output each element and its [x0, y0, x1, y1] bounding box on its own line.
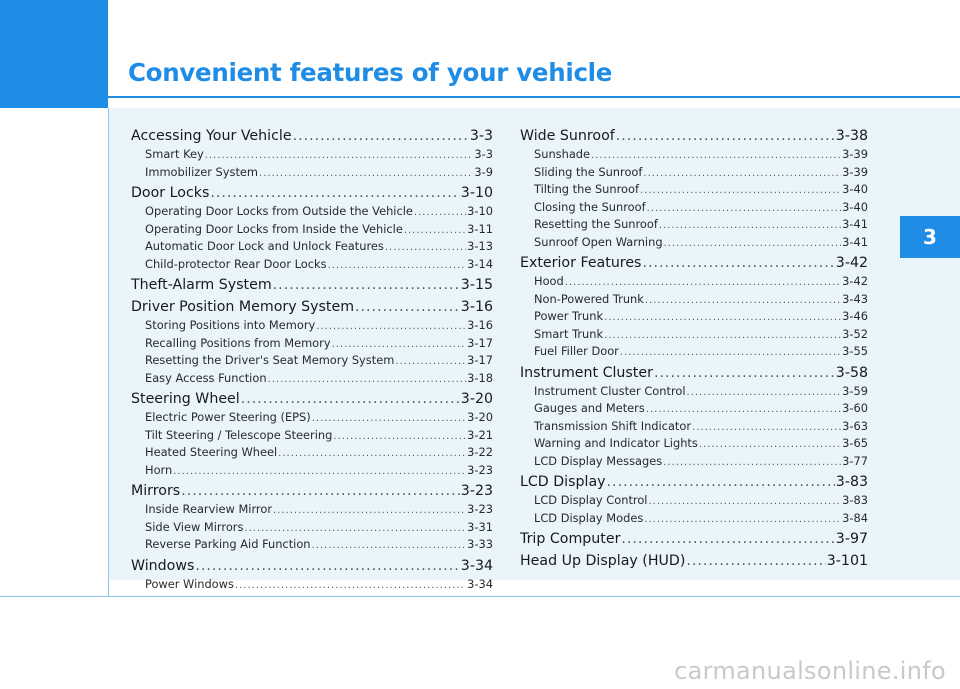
toc-section-entry[interactable]	[131, 126, 493, 146]
toc-page-number: 3-10	[467, 204, 493, 218]
corner-color-block	[0, 0, 108, 108]
toc-leader-dots	[259, 165, 473, 183]
toc-leader-dots	[268, 371, 467, 389]
toc-page-number: 3-39	[842, 164, 868, 179]
toc-subsection-entry[interactable]	[131, 146, 493, 164]
toc-section-entry[interactable]	[520, 126, 868, 146]
toc-subsection-entry[interactable]	[131, 221, 493, 239]
toc-page-number: 3-97	[835, 531, 868, 547]
toc-leader-dots	[604, 309, 841, 327]
toc-leader-dots	[620, 344, 841, 362]
toc-subsection-entry[interactable]	[131, 427, 493, 445]
toc-entry-label: Instrument Cluster	[520, 364, 653, 381]
toc-leader-dots	[312, 410, 466, 428]
toc-leader-dots	[645, 292, 841, 310]
toc-leader-dots	[663, 454, 841, 472]
toc-subsection-entry[interactable]	[131, 519, 493, 537]
toc-page-number: 3-55	[842, 344, 868, 358]
toc-subsection-entry[interactable]	[520, 181, 868, 199]
toc-subsection-entry[interactable]	[131, 576, 493, 594]
toc-section-entry[interactable]	[131, 183, 493, 203]
title-rule	[108, 96, 960, 98]
toc-entry-label: Transmission Shift Indicator	[534, 418, 692, 433]
toc-page-number: 3-3	[474, 147, 493, 161]
toc-entry-label: Horn	[145, 462, 173, 477]
toc-subsection-entry[interactable]	[520, 273, 868, 291]
horizontal-divider	[0, 596, 960, 597]
toc-section-entry[interactable]	[520, 472, 868, 492]
toc-page-number: 3-59	[842, 383, 868, 398]
toc-section-entry[interactable]	[520, 253, 868, 273]
toc-section-entry[interactable]	[520, 529, 868, 549]
toc-left-column	[131, 124, 493, 593]
toc-entry-label: LCD Display Control	[534, 493, 648, 507]
toc-entry-label: Storing Positions into Memory	[145, 318, 316, 332]
toc-page-number: 3-17	[467, 353, 493, 367]
toc-subsection-entry[interactable]	[131, 462, 493, 480]
toc-leader-dots	[355, 297, 460, 317]
toc-entry-label: Resetting the Driver's Seat Memory System	[145, 353, 395, 367]
toc-subsection-entry[interactable]	[131, 409, 493, 427]
toc-entry-label: Immobilizer System	[145, 164, 259, 179]
toc-page-number: 3-10	[460, 185, 493, 201]
toc-page-number: 3-63	[842, 418, 868, 433]
toc-entry-label: Recalling Positions from Memory	[145, 335, 331, 350]
toc-page-number: 3-83	[835, 474, 868, 490]
chapter-tab[interactable]: 3	[900, 216, 960, 258]
toc-page-number: 3-23	[460, 483, 493, 499]
toc-entry-label: Driver Position Memory System	[131, 299, 355, 315]
toc-entry-label: Head Up Display (HUD)	[520, 553, 686, 569]
toc-subsection-entry[interactable]	[520, 234, 868, 252]
toc-entry-label: LCD Display	[520, 474, 606, 490]
toc-subsection-entry[interactable]	[520, 199, 868, 217]
toc-leader-dots	[395, 353, 466, 371]
toc-leader-dots	[293, 126, 469, 146]
toc-subsection-entry[interactable]	[131, 256, 493, 274]
toc-right-column	[520, 124, 868, 571]
toc-leader-dots	[332, 336, 467, 354]
title-band	[108, 0, 960, 108]
toc-leader-dots	[273, 275, 460, 295]
toc-leader-dots	[640, 182, 841, 200]
toc-entry-label: Operating Door Locks from Outside the Vehicle	[145, 204, 413, 218]
toc-section-entry[interactable]	[520, 363, 868, 383]
toc-entry-label: Sunroof Open Warning	[534, 234, 663, 249]
toc-entry-label: Steering Wheel	[131, 391, 240, 407]
toc-leader-dots	[647, 200, 842, 218]
toc-page-number: 3-65	[842, 436, 868, 450]
toc-page-number: 3-23	[467, 462, 493, 477]
toc-entry-label: Instrument Cluster Control	[534, 383, 686, 398]
toc-entry-label: Easy Access Function	[145, 370, 267, 385]
toc-page-number: 3-39	[842, 147, 868, 161]
watermark: carmanualsonline.info	[674, 657, 946, 685]
toc-subsection-entry[interactable]	[520, 453, 868, 471]
vertical-divider	[108, 108, 109, 596]
toc-page-number: 3-52	[842, 326, 868, 341]
toc-leader-dots	[686, 551, 825, 571]
toc-section-entry[interactable]	[131, 481, 493, 501]
toc-page-number: 3-20	[460, 391, 493, 407]
toc-leader-dots	[316, 318, 466, 336]
toc-leader-dots	[195, 556, 459, 576]
toc-leader-dots	[404, 222, 466, 240]
toc-entry-label: Side View Mirrors	[145, 519, 244, 534]
toc-page-number: 3-20	[467, 410, 493, 424]
toc-subsection-entry[interactable]	[520, 492, 868, 510]
toc-entry-label: LCD Display Messages	[534, 453, 663, 468]
toc-page-number: 3-11	[467, 221, 493, 236]
toc-subsection-entry[interactable]	[131, 444, 493, 462]
toc-leader-dots	[664, 235, 842, 253]
toc-page-number: 3-58	[835, 364, 868, 381]
toc-entry-label: Theft-Alarm System	[131, 277, 272, 293]
toc-page-number: 3-83	[842, 493, 868, 507]
toc-subsection-entry[interactable]	[520, 510, 868, 528]
toc-section-entry[interactable]	[520, 551, 868, 571]
toc-leader-dots	[621, 529, 834, 549]
toc-entry-label: Non-Powered Trunk	[534, 291, 644, 306]
toc-leader-dots	[235, 577, 466, 595]
toc-leader-dots	[699, 436, 841, 454]
toc-subsection-entry[interactable]	[131, 536, 493, 554]
toc-leader-dots	[385, 239, 466, 257]
toc-entry-label: Closing the Sunroof	[534, 199, 646, 214]
toc-page-number: 3-3	[469, 128, 493, 144]
toc-subsection-entry[interactable]	[520, 435, 868, 453]
toc-page-number: 3-77	[842, 453, 868, 468]
toc-leader-dots	[181, 481, 460, 501]
toc-leader-dots	[244, 520, 466, 538]
toc-section-entry[interactable]	[131, 556, 493, 576]
toc-page-number: 3-33	[467, 537, 493, 551]
toc-entry-label: Child-protector Rear Door Locks	[145, 256, 327, 271]
toc-section-entry[interactable]	[131, 297, 493, 317]
toc-subsection-entry[interactable]	[520, 308, 868, 326]
toc-entry-label: Smart Key	[145, 147, 204, 161]
toc-subsection-entry[interactable]	[520, 326, 868, 344]
toc-leader-dots	[616, 126, 835, 146]
toc-page-number: 3-41	[842, 234, 868, 249]
toc-leader-dots	[312, 537, 467, 555]
toc-subsection-entry[interactable]	[520, 383, 868, 401]
toc-entry-label: Power Windows	[145, 576, 234, 591]
toc-section-entry[interactable]	[131, 275, 493, 295]
toc-leader-dots	[654, 363, 835, 383]
toc-page-number: 3-16	[467, 318, 493, 332]
toc-subsection-entry[interactable]	[131, 335, 493, 353]
toc-leader-dots	[565, 274, 841, 292]
toc-page-number: 3-17	[467, 335, 493, 350]
page-title: Convenient features of your vehicle	[128, 58, 613, 87]
toc-leader-dots	[644, 511, 841, 529]
toc-entry-label: Inside Rearview Mirror	[145, 502, 273, 516]
toc-entry-label: Electric Power Steering (EPS)	[145, 410, 311, 424]
toc-entry-label: Operating Door Locks from Inside the Vehicle	[145, 221, 403, 236]
toc-page-number: 3-38	[835, 128, 868, 144]
toc-page-number: 3-101	[826, 553, 868, 569]
toc-leader-dots	[278, 445, 466, 463]
toc-page-number: 3-18	[467, 370, 493, 385]
toc-entry-label: Accessing Your Vehicle	[131, 128, 292, 144]
toc-entry-label: Mirrors	[131, 483, 181, 499]
toc-leader-dots	[659, 217, 841, 235]
toc-page-number: 3-15	[460, 277, 493, 293]
toc-leader-dots	[692, 419, 841, 437]
toc-entry-label: Reverse Parking Aid Function	[145, 537, 311, 551]
toc-entry-label: Tilt Steering / Telescope Steering	[145, 427, 333, 442]
toc-leader-dots	[643, 165, 841, 183]
toc-leader-dots	[210, 183, 459, 203]
toc-leader-dots	[328, 257, 467, 275]
toc-page-number: 3-14	[467, 256, 493, 271]
toc-page-number: 3-31	[467, 519, 493, 534]
toc-subsection-entry[interactable]	[520, 418, 868, 436]
toc-page-number: 3-34	[467, 576, 493, 591]
toc-subsection-entry[interactable]	[520, 164, 868, 182]
toc-entry-label: Wide Sunroof	[520, 128, 615, 144]
toc-entry-label: Smart Trunk	[534, 326, 604, 341]
toc-subsection-entry[interactable]	[520, 291, 868, 309]
toc-page-number: 3-41	[842, 217, 868, 231]
toc-page-number: 3-13	[467, 239, 493, 253]
toc-entry-label: Automatic Door Lock and Unlock Features	[145, 239, 384, 253]
toc-entry-label: Fuel Filler Door	[534, 344, 619, 358]
toc-leader-dots	[607, 472, 835, 492]
toc-page-number: 3-43	[842, 291, 868, 306]
toc-subsection-entry[interactable]	[131, 164, 493, 182]
toc-page-number: 3-40	[842, 182, 868, 196]
toc-entry-label: Trip Computer	[520, 531, 621, 547]
toc-leader-dots	[273, 502, 466, 520]
toc-subsection-entry[interactable]	[131, 501, 493, 519]
toc-page-number: 3-84	[842, 510, 868, 525]
toc-page-number: 3-34	[460, 557, 493, 574]
toc-leader-dots	[604, 327, 841, 345]
toc-entry-label: Power Trunk	[534, 309, 604, 323]
toc-entry-label: Tilting the Sunroof	[534, 182, 640, 196]
toc-entry-label: Hood	[534, 274, 564, 288]
left-margin-strip	[0, 108, 108, 580]
toc-section-entry[interactable]	[131, 389, 493, 409]
toc-page-number: 3-46	[842, 309, 868, 323]
toc-subsection-entry[interactable]	[131, 370, 493, 388]
toc-leader-dots	[333, 428, 466, 446]
toc-page-number: 3-9	[474, 164, 493, 179]
toc-entry-label: LCD Display Modes	[534, 510, 644, 525]
toc-leader-dots	[642, 253, 834, 273]
toc-subsection-entry[interactable]	[520, 216, 868, 234]
toc-entry-label: Sunshade	[534, 147, 591, 161]
toc-subsection-entry[interactable]	[131, 203, 493, 221]
toc-entry-label: Heated Steering Wheel	[145, 445, 278, 459]
toc-leader-dots	[205, 147, 474, 165]
toc-subsection-entry[interactable]	[131, 317, 493, 335]
toc-leader-dots	[241, 389, 460, 409]
toc-entry-label: Sliding the Sunroof	[534, 164, 643, 179]
toc-entry-label: Warning and Indicator Lights	[534, 436, 698, 450]
toc-page-number: 3-21	[467, 427, 493, 442]
toc-page-number: 3-40	[842, 199, 868, 214]
toc-page-number: 3-22	[467, 445, 493, 459]
toc-leader-dots	[414, 204, 466, 222]
toc-entry-label: Door Locks	[131, 185, 210, 201]
toc-subsection-entry[interactable]	[131, 352, 493, 370]
toc-entry-label: Exterior Features	[520, 255, 642, 271]
toc-page-number: 3-42	[835, 255, 868, 271]
toc-subsection-entry[interactable]	[520, 400, 868, 418]
toc-page-number: 3-16	[460, 299, 493, 315]
toc-leader-dots	[646, 401, 841, 419]
toc-entry-label: Resetting the Sunroof	[534, 217, 658, 231]
toc-page-number: 3-23	[467, 502, 493, 516]
toc-subsection-entry[interactable]	[131, 238, 493, 256]
toc-leader-dots	[687, 384, 842, 402]
toc-entry-label: Windows	[131, 557, 195, 574]
toc-leader-dots	[591, 147, 841, 165]
toc-page-number: 3-42	[842, 274, 868, 288]
toc-page-number: 3-60	[842, 401, 868, 415]
toc-subsection-entry[interactable]	[520, 146, 868, 164]
toc-leader-dots	[648, 493, 841, 511]
toc-entry-label: Gauges and Meters	[534, 401, 645, 415]
toc-leader-dots	[173, 463, 466, 481]
toc-subsection-entry[interactable]	[520, 343, 868, 361]
